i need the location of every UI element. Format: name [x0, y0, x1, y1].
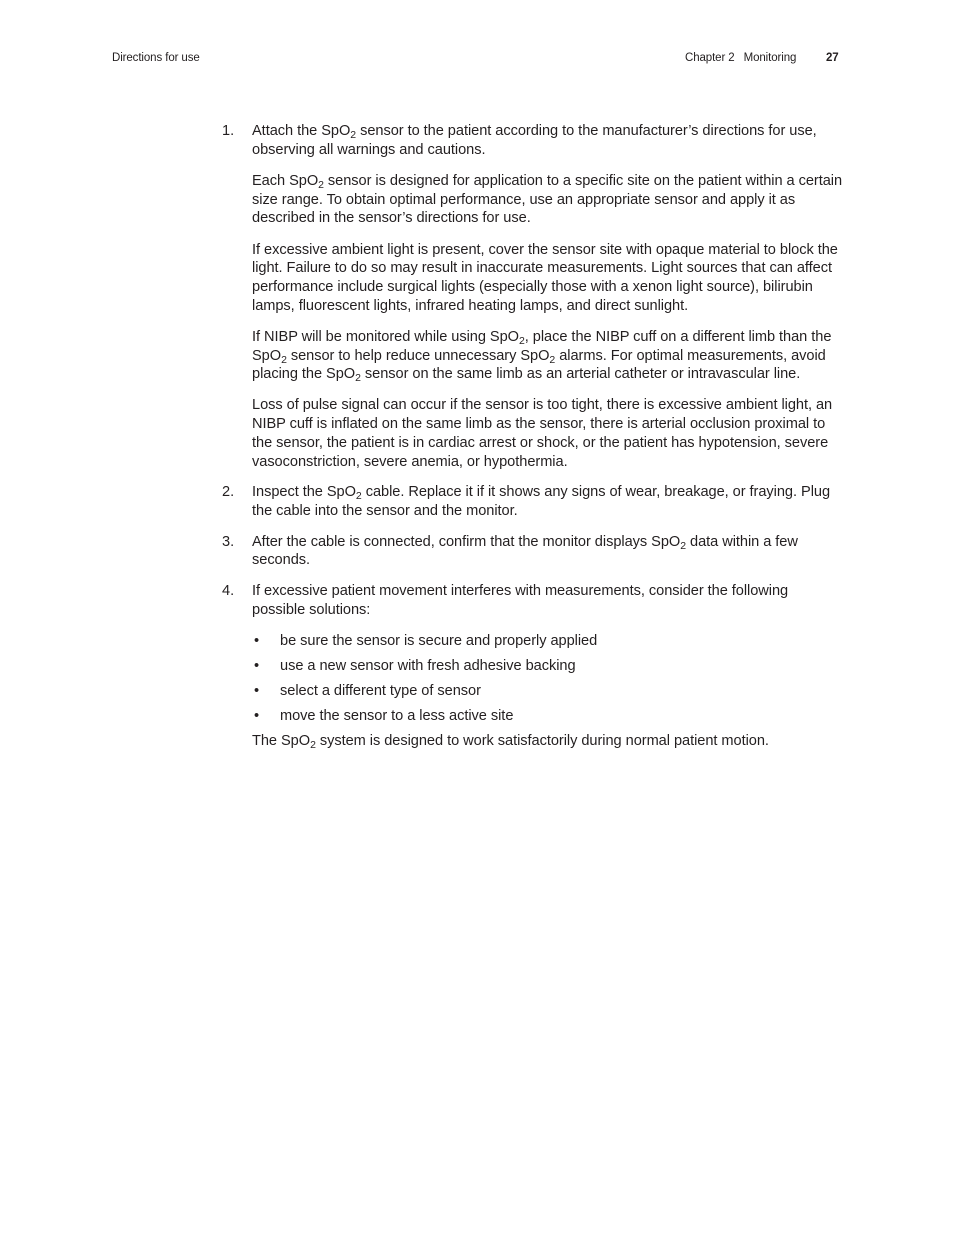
step-3-paragraph-1: After the cable is connected, confirm that the monitor displays SpO$_2$ data within a few seconds. — [252, 533, 798, 569]
step-1-paragraph-1: Attach the SpO$_2$ sensor to the patient according to the manufacturer’s directions for use, observing all warnings and cautions. — [252, 123, 817, 158]
step-1 — [222, 122, 844, 471]
step-2-paragraph-1: Inspect the SpO$_2$ cable. Replace it if it shows any signs of wear, breakage, or fraying. Plug the cable into the sensor and the monitor. — [252, 484, 831, 519]
bullet-icon: • — [254, 632, 260, 649]
page-number: 27 — [826, 52, 839, 64]
bullet-icon: • — [254, 682, 260, 699]
closing-note: The SpO$_2$ system is designed to work satisfactorily during normal patient motion. — [252, 732, 769, 751]
step-1-paragraph-3: If excessive ambient light is present, cover the sensor site with opaque material to block the light. Failure to do so may result in inaccurate measurements. Light sources that can affect performance include surgical lights (especially those with a xenon light source), bilirubin lamps, fluorescent lights, infrared heating lamps, and direct sunlight. — [252, 241, 838, 314]
document-title: Directions for use — [112, 52, 200, 64]
step-4 — [222, 582, 844, 751]
chapter-label — [685, 52, 796, 64]
step-2 — [222, 483, 844, 520]
list-item: • be sure the sensor is secure and properly applied — [254, 632, 598, 649]
list-item: • move the sensor to a less active site — [254, 707, 514, 724]
page-header — [0, 52, 954, 72]
section-title: Monitoring — [743, 52, 797, 64]
solutions-list — [252, 632, 844, 726]
step-1-paragraph-4: If NIBP will be monitored while using SpO$_2$, place the NIBP cuff on a different limb than the SpO$_2$ sensor to help reduce unnecessary SpO$_2$ alarms. For optimal measurements, avoid placing the SpO$_2$ sensor on the same limb as an arterial catheter or intravascular line. — [252, 328, 832, 385]
step-number: 1. — [222, 123, 235, 139]
list-item: • use a new sensor with fresh adhesive backing — [254, 657, 576, 674]
list-item: • select a different type of sensor — [254, 682, 481, 699]
step-3 — [222, 533, 844, 570]
main-content — [222, 122, 844, 763]
bullet-icon: • — [254, 707, 260, 724]
bullet-icon: • — [254, 657, 260, 674]
step-1-paragraph-5: Loss of pulse signal can occur if the sensor is too tight, there is excessive ambient light, an NIBP cuff is inflated on the same limb as the sensor, there is arterial occlusion proximal to the sensor, the patient is in cardiac arrest or shock, or the patient has hypotension, severe vasoconstriction, severe anemia, or hypothermia. — [252, 397, 833, 470]
step-number: 2. — [222, 484, 235, 501]
step-number: 3. — [222, 533, 235, 550]
step-4-paragraph-1: If excessive patient movement interferes with measurements, consider the following possible solutions: — [252, 583, 789, 618]
step-number: 4. — [222, 583, 235, 600]
chapter-number: Chapter 2 — [685, 52, 735, 64]
step-1-paragraph-2: Each SpO$_2$ sensor is designed for application to a specific site on the patient within a certain size range. To obtain optimal performance, use an appropriate sensor and apply it as described in the sensor’s directions for use. — [252, 172, 843, 227]
